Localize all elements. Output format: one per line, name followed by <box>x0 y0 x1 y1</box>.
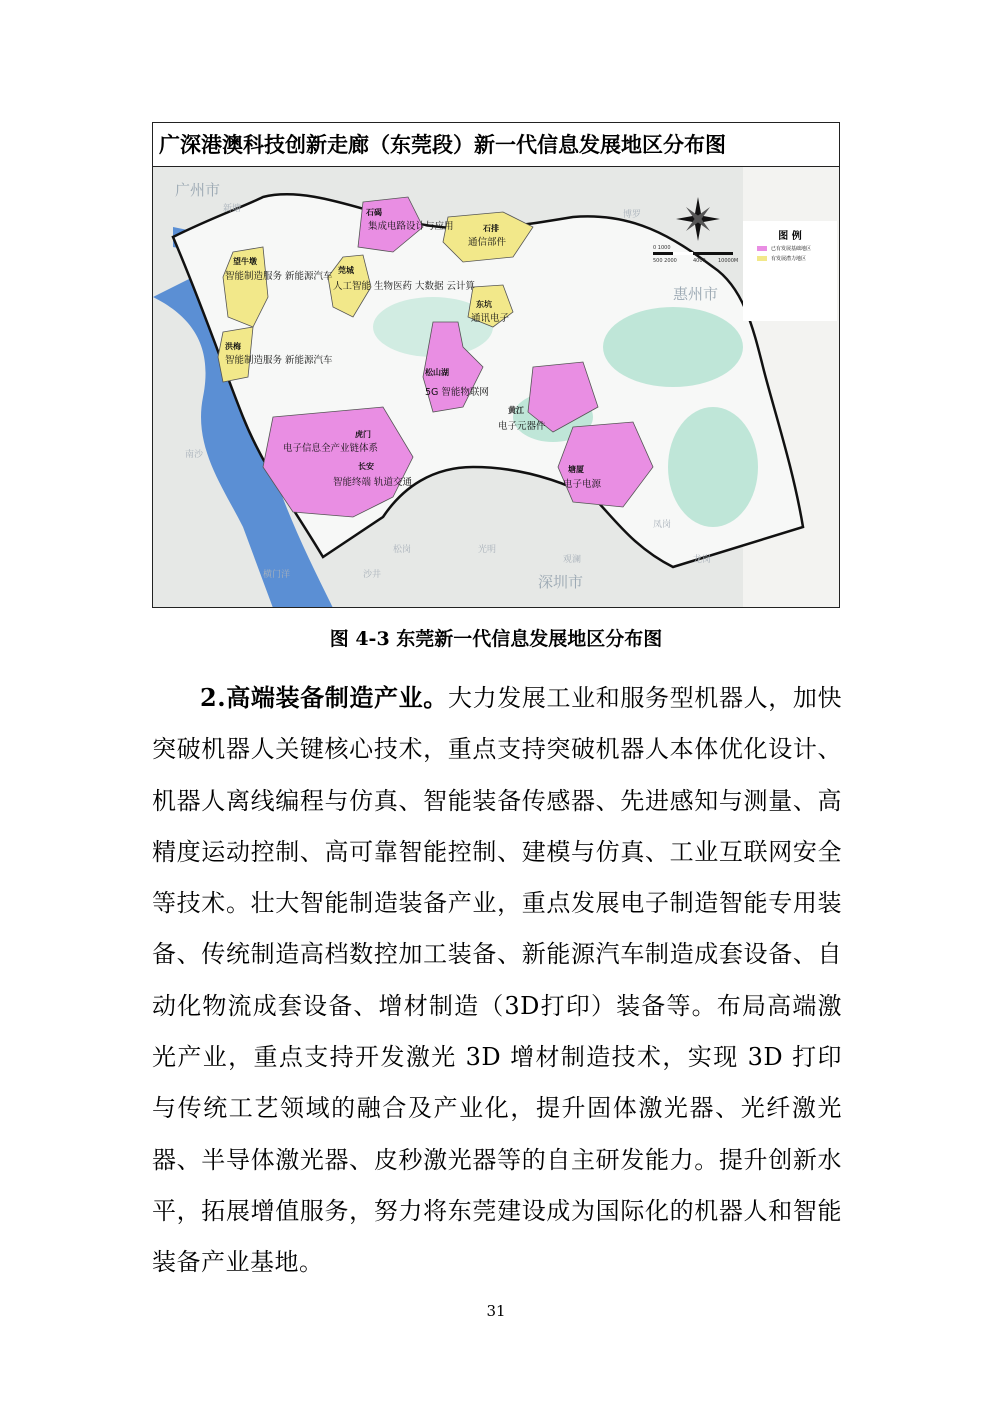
zone-desc: 人工智能 生物医药 大数据 云计算 <box>333 281 476 292</box>
map-figure <box>152 122 840 608</box>
map-legend <box>743 221 837 321</box>
legend-label: 已有发展基础地区 <box>771 246 812 252</box>
zone-name: 洪梅 <box>225 342 241 351</box>
legend-swatch <box>757 256 767 261</box>
town-label: 观澜 <box>563 555 582 565</box>
town-label: 龙岗 <box>693 555 712 565</box>
zone-name: 塘厦 <box>568 465 584 474</box>
zone-desc: 通讯电子 <box>471 313 510 324</box>
svg-text:0 1000: 0 1000 <box>653 245 671 251</box>
map-svg <box>153 167 840 608</box>
legend-title: 图 例 <box>778 231 802 242</box>
legend-swatch <box>757 246 767 251</box>
body-text <box>152 672 842 1289</box>
paragraph-text: 大力发展工业和服务型机器人，加快突破机器人关键核心技术，重点支持突破机器人本体优化设计、机器人离线编程与仿真、智能装备传感器、先进感知与测量、高精度运动控制、高可靠智能控制、建模与仿真、工业互联网安全等技术。壮大智能制造装备产业，重点发展电子制造智能专用装备、传统制造高档数控加工装备、新能源汽车制造成套设备、自动化物流成套设备、增材制造（3D打印）装备等。布局高端激光产业，重点支持开发激光 3D 增材制造技术，实现 3D 打印与传统工艺领域的融合及产业化，提升固体激光器、光纤激光器、半导体激光器、皮秒激光器等的自主研发能力。提升创新水平，拓展增值服务，努力将东莞建设成为国际化的机器人和智能装备产业基地。 <box>152 684 842 1277</box>
city-label-shenzhen: 深圳市 <box>538 573 584 591</box>
zone-name: 石排 <box>483 224 499 233</box>
zone-name: 松山湖 <box>425 368 449 377</box>
svg-text:4000: 4000 <box>693 258 706 264</box>
legend-item <box>757 245 837 252</box>
zone-desc: 集成电路设计与应用 <box>368 221 454 232</box>
town-label: 光明 <box>478 545 497 555</box>
town-label: 凤岗 <box>653 520 672 530</box>
zone-name: 虎门 <box>355 430 371 439</box>
map-area <box>153 167 839 608</box>
zone-name: 东坑 <box>476 300 492 309</box>
town-label: 博罗 <box>623 210 642 220</box>
svg-text:10000M: 10000M <box>718 258 739 264</box>
zone-desc: 智能制造服务 新能源汽车 <box>225 271 333 282</box>
zone-name: 黄江 <box>508 406 524 415</box>
zone-desc: 智能制造服务 新能源汽车 <box>225 355 333 366</box>
zone-desc: 电子电源 <box>563 479 602 490</box>
page-number: 31 <box>486 1302 506 1320</box>
legend-label: 有发展潜力地区 <box>771 256 807 262</box>
map-title: 广深港澳科技创新走廊（东莞段）新一代信息发展地区分布图 <box>153 123 839 167</box>
town-label: 新塘 <box>223 204 242 214</box>
figure-caption: 图 4-3 东莞新一代信息发展地区分布图 <box>329 628 663 650</box>
zone-name: 莞城 <box>338 266 354 275</box>
zone-desc: 电子元器件 <box>498 421 546 432</box>
zone-desc: 通信部件 <box>468 237 507 248</box>
city-label-huizhou: 惠州市 <box>673 285 719 303</box>
town-label: 沙井 <box>363 570 382 580</box>
town-label: 横门洋 <box>263 570 291 580</box>
section-lead: 2.高端装备制造产业。 <box>200 683 448 712</box>
zone-name: 长安 <box>358 462 374 471</box>
town-label: 南沙 <box>185 450 204 460</box>
city-label-guangzhou: 广州市 <box>175 181 221 199</box>
zone-name: 石碣 <box>366 208 382 217</box>
legend-item <box>757 255 837 262</box>
town-label: 松岗 <box>393 545 412 555</box>
zone-desc: 电子信息全产业链体系 <box>283 443 379 454</box>
zone-desc: 5G 智能物联网 <box>425 387 489 398</box>
svg-text:500 2000: 500 2000 <box>653 258 677 264</box>
zone-desc: 智能终端 轨道交通 <box>333 477 413 488</box>
paragraph <box>152 672 842 1289</box>
zone-name: 望牛墩 <box>233 257 257 266</box>
